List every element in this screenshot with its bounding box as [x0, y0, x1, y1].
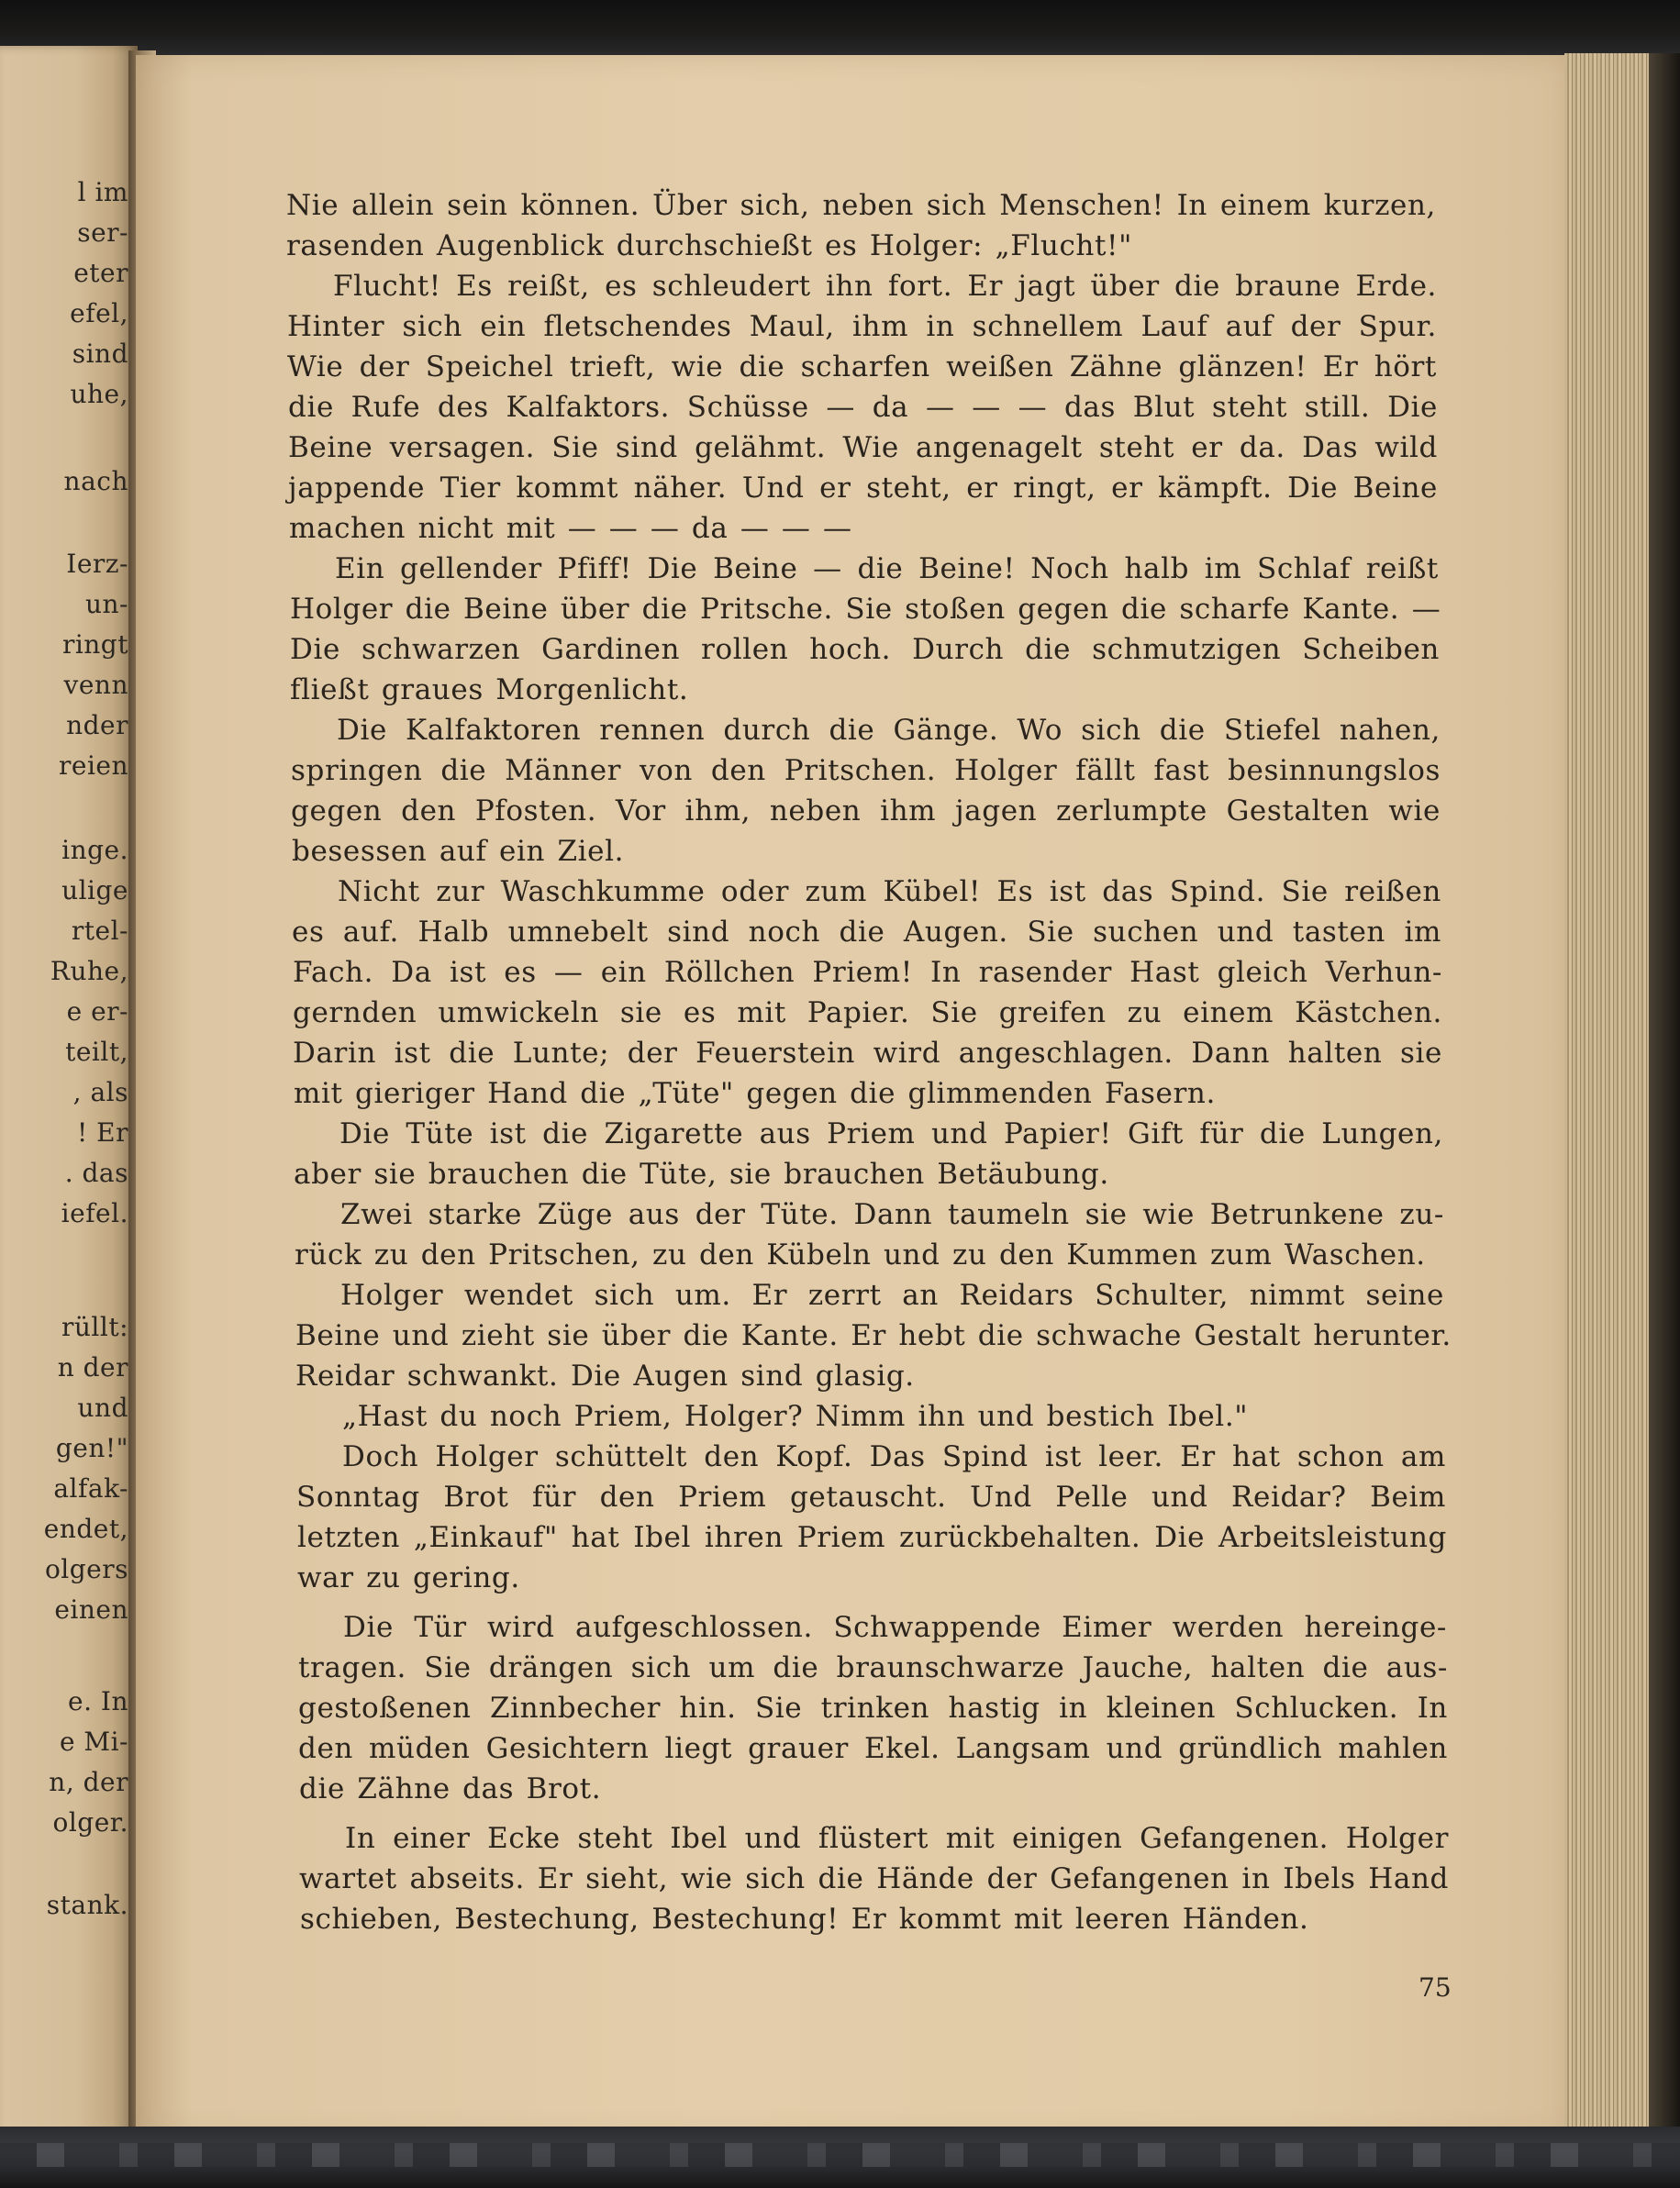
- left-page-fragment: efel,: [70, 298, 128, 328]
- text-line: Die Tüte ist die Zigarette aus Priem und Papier! Gift für die Lungen,: [339, 1117, 1443, 1150]
- text-line: Reidar schwankt. Die Augen sind glasig.: [295, 1360, 915, 1393]
- left-page-fragment: rtel-: [71, 916, 128, 946]
- text-line: gernden umwickeln sie es mit Papier. Sie greifen zu einem Kästchen.: [293, 996, 1442, 1029]
- text-line: besessen auf ein Ziel.: [292, 835, 625, 868]
- left-page-fragment: uhe,: [70, 379, 128, 409]
- left-page-fragment: olgers: [44, 1554, 128, 1584]
- text-line: aber sie brauchen die Tüte, sie brauchen Betäubung.: [294, 1158, 1109, 1191]
- text-line: den müden Gesichtern liegt grauer Ekel. Langsam und gründlich mahlen: [298, 1732, 1448, 1765]
- left-page-fragment: und: [77, 1393, 128, 1423]
- left-page-fragment: ulige: [61, 875, 128, 905]
- text-line: Holger die Beine über die Pritsche. Sie stoßen gegen die scharfe Kante. —: [290, 593, 1441, 626]
- text-line: fließt graues Morgenlicht.: [290, 673, 689, 706]
- left-page-fragment: , als: [72, 1077, 128, 1107]
- left-page-fragment: olger.: [52, 1807, 128, 1838]
- text-line: rasenden Augenblick durchschießt es Holger: „Flucht!": [286, 229, 1132, 262]
- left-page-fragment: Ierz-: [66, 549, 128, 579]
- text-line: rück zu den Pritschen, zu den Kübeln und zu den Kummen zum Waschen.: [295, 1238, 1426, 1272]
- left-page-fragment: rüllt:: [61, 1312, 128, 1342]
- left-page-fragment: eter: [73, 258, 128, 288]
- left-page-fragment: ! Er: [77, 1117, 128, 1148]
- text-line: machen nicht mit — — — da — — —: [289, 512, 852, 545]
- text-line: die Zähne das Brot.: [299, 1772, 602, 1805]
- left-page-fragment: iefel.: [61, 1198, 128, 1228]
- left-page-fragment: ringt: [61, 629, 128, 660]
- text-line: Darin ist die Lunte; der Feuerstein wird angeschlagen. Dann halten sie: [293, 1037, 1442, 1070]
- text-line: jappende Tier kommt näher. Und er steht, er ringt, er kämpft. Die Beine: [288, 472, 1438, 505]
- left-page-fragment: . das: [64, 1158, 128, 1188]
- text-line: In einer Ecke steht Ibel und flüstert mit einigen Gefangenen. Holger: [345, 1822, 1449, 1855]
- text-line: „Hast du noch Priem, Holger? Nimm ihn und bestich Ibel.": [342, 1400, 1249, 1433]
- left-page-fragment: teilt,: [65, 1037, 128, 1067]
- left-page-fragment: un-: [84, 589, 128, 619]
- text-line: Fach. Da ist es — ein Röllchen Priem! In rasender Hast gleich Verhun-: [293, 956, 1442, 989]
- left-page-fragment: sind: [72, 339, 128, 369]
- text-line: Die Kalfaktoren rennen durch die Gänge. Wo sich die Stiefel nahen,: [337, 714, 1441, 747]
- left-page-fragment: endet,: [43, 1514, 128, 1544]
- left-page-fragment: e Mi-: [59, 1727, 128, 1757]
- left-page-fragment: ser-: [77, 217, 128, 248]
- left-page-fragment: inge.: [61, 835, 128, 865]
- left-page-fragment: Ruhe,: [50, 956, 128, 986]
- left-page-fragment: e. In: [68, 1686, 128, 1716]
- text-line: tragen. Sie drängen sich um die braunschwarze Jauche, halten die aus-: [298, 1651, 1448, 1684]
- text-line: Flucht! Es reißt, es schleudert ihn fort. Er jagt über die braune Erde.: [333, 270, 1437, 303]
- text-line: Ein gellender Pfiff! Die Beine — die Beine! Noch halb im Schlaf reißt: [335, 552, 1439, 585]
- text-line: Nicht zur Waschkumme oder zum Kübel! Es ist das Spind. Sie reißen: [338, 875, 1441, 908]
- text-line: Zwei starke Züge aus der Tüte. Dann taumeln sie wie Betrunkene zu-: [340, 1198, 1444, 1231]
- text-line: Nie allein sein können. Über sich, neben sich Menschen! In einem kurzen,: [286, 189, 1436, 222]
- text-line: Die Tür wird aufgeschlossen. Schwappende Eimer werden hereinge-: [343, 1611, 1447, 1644]
- left-page-fragment: alfak-: [53, 1473, 128, 1504]
- left-page-fragment: nder: [66, 710, 128, 740]
- text-line: Doch Holger schüttelt den Kopf. Das Spind ist leer. Er hat schon am: [342, 1440, 1446, 1473]
- left-page-fragment: reien: [58, 750, 128, 781]
- left-page-fragment: einen: [54, 1594, 128, 1625]
- left-page-fragment: gen!": [55, 1433, 128, 1463]
- left-page-fragment: n der: [57, 1352, 128, 1383]
- text-line: es auf. Halb umnebelt sind noch die Augen. Sie suchen und tasten im: [292, 916, 1441, 949]
- text-line: Beine versagen. Sie sind gelähmt. Wie angenagelt steht er da. Das wild: [288, 431, 1438, 464]
- left-page-fragment: venn: [63, 670, 128, 700]
- text-line: Beine und zieht sie über die Kante. Er hebt die schwache Gestalt herunter.: [295, 1319, 1452, 1352]
- left-page-fragment: nach: [63, 466, 128, 496]
- text-line: letzten „Einkauf" hat Ibel ihren Priem zurückbehalten. Die Arbeitsleistung: [297, 1521, 1447, 1554]
- text-line: war zu gering.: [297, 1561, 520, 1594]
- text-line: die Rufe des Kalfaktors. Schüsse — da — — — das Blut steht still. Die: [288, 391, 1438, 424]
- text-line: Wie der Speichel trieft, wie die scharfen weißen Zähne glänzen! Er hört: [287, 350, 1437, 383]
- left-page-fragment: e er-: [66, 996, 128, 1027]
- text-line: Die schwarzen Gardinen rollen hoch. Durch die schmutzigen Scheiben: [290, 633, 1440, 666]
- text-line: gestoßenen Zinnbecher hin. Sie trinken hastig in kleinen Schlucken. In: [298, 1692, 1448, 1725]
- text-line: wartet abseits. Er sieht, wie sich die Hände der Gefangenen in Ibels Hand: [299, 1862, 1449, 1895]
- text-line: Holger wendet sich um. Er zerrt an Reidars Schulter, nimmt seine: [340, 1279, 1444, 1312]
- text-line: springen die Männer von den Pritschen. Holger fällt fast besinnungslos: [291, 754, 1441, 787]
- page-number: 75: [1419, 1972, 1452, 2003]
- left-page-fragment: n, der: [49, 1767, 128, 1797]
- left-page-fragment: stank.: [46, 1890, 128, 1920]
- text-line: Sonntag Brot für den Priem getauscht. Und Pelle und Reidar? Beim: [296, 1481, 1446, 1514]
- text-line: gegen den Pfosten. Vor ihm, neben ihm jagen zerlumpte Gestalten wie: [291, 794, 1441, 827]
- left-page-fragment: l im: [77, 177, 128, 207]
- text-line: mit gieriger Hand die „Tüte" gegen die glimmenden Fasern.: [294, 1077, 1216, 1110]
- text-line: Hinter sich ein fletschendes Maul, ihm in schnellem Lauf auf der Spur.: [287, 310, 1437, 343]
- text-line: schieben, Bestechung, Bestechung! Er kommt mit leeren Händen.: [300, 1903, 1309, 1936]
